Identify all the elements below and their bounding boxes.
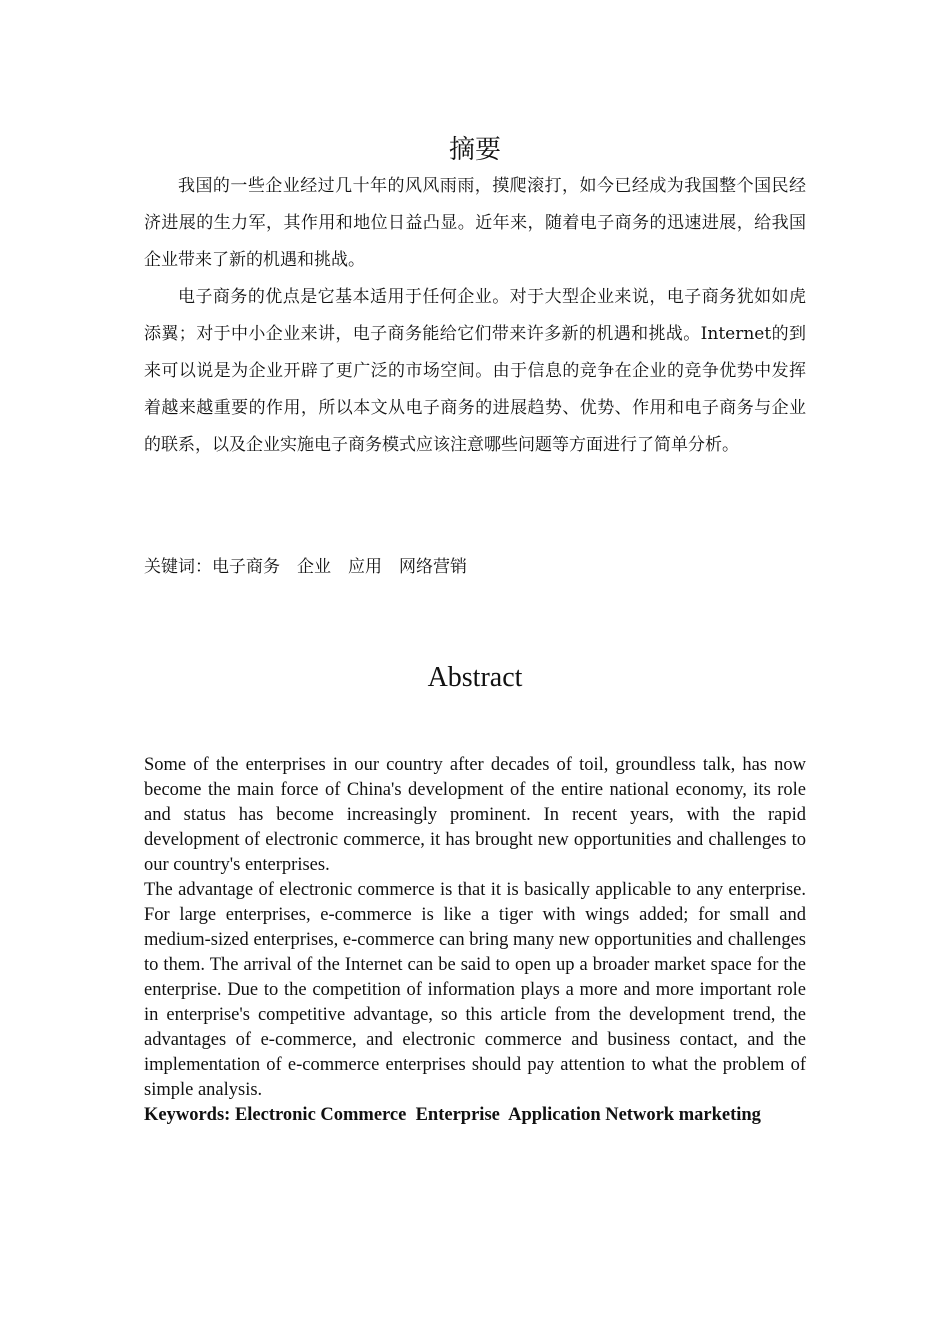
english-paragraph-1: Some of the enterprises in our country after decades of toil, groundless talk, has now become the main force of China's development of the entire national economy, its role and status has become increasingly prominent. In recent years, with the rapid development of electronic commerce, it has brought new opportunities and challenges to our country's enterprises.	[144, 755, 806, 875]
chinese-paragraph-1: 我国的一些企业经过几十年的风风雨雨，摸爬滚打，如今已经成为我国整个国民经济进展的生力军，其作用和地位日益凸显。近年来，随着电子商务的迅速进展，给我国企业带来了新的机遇和挑战。	[144, 176, 806, 270]
chinese-abstract-body	[144, 168, 806, 464]
chinese-keywords-value: 电子商务 企业 应用 网络营销	[212, 557, 467, 577]
english-keywords: Keywords: Electronic Commerce Enterprise Application Network marketing	[144, 1105, 761, 1125]
chinese-paragraph-2: 电子商务的优点是它基本适用于任何企业。对于大型企业来说，电子商务犹如如虎添翼；对于中小企业来讲，电子商务能给它们带来许多新的机遇和挑战。Internet的到来可以说是为企业开辟了更广泛的市场空间。由于信息的竞争在企业的竞争优势中发挥着越来越重要的作用，所以本文从电子商务的进展趋势、优势、作用和电子商务与企业的联系，以及企业实施电子商务模式应该注意哪些问题等方面进行了简单分析。	[144, 287, 806, 455]
chinese-keywords	[144, 550, 806, 584]
english-paragraph-2: The advantage of electronic commerce is that it is basically applicable to any enterprise. For large enterprises, e-commerce is like a tiger with wings added; for small and medium-sized enterprises, e-commerce can bring many new opportunities and challenges to them. The arrival of the Internet can be said to open up a broader market space for the enterprise. Due to the competition of information plays a more and more important role in enterprise's competitive advantage, so this article from the development trend, the advantages of e-commerce, and electronic commerce and business contact, and the implementation of e-commerce enterprises should pay attention to what the problem of simple analysis.	[144, 880, 806, 1100]
english-abstract-body	[144, 753, 806, 1128]
chinese-abstract-title: 摘要	[448, 135, 501, 165]
english-abstract-title: Abstract	[427, 662, 523, 693]
chinese-keywords-label: 关键词：	[144, 557, 212, 577]
